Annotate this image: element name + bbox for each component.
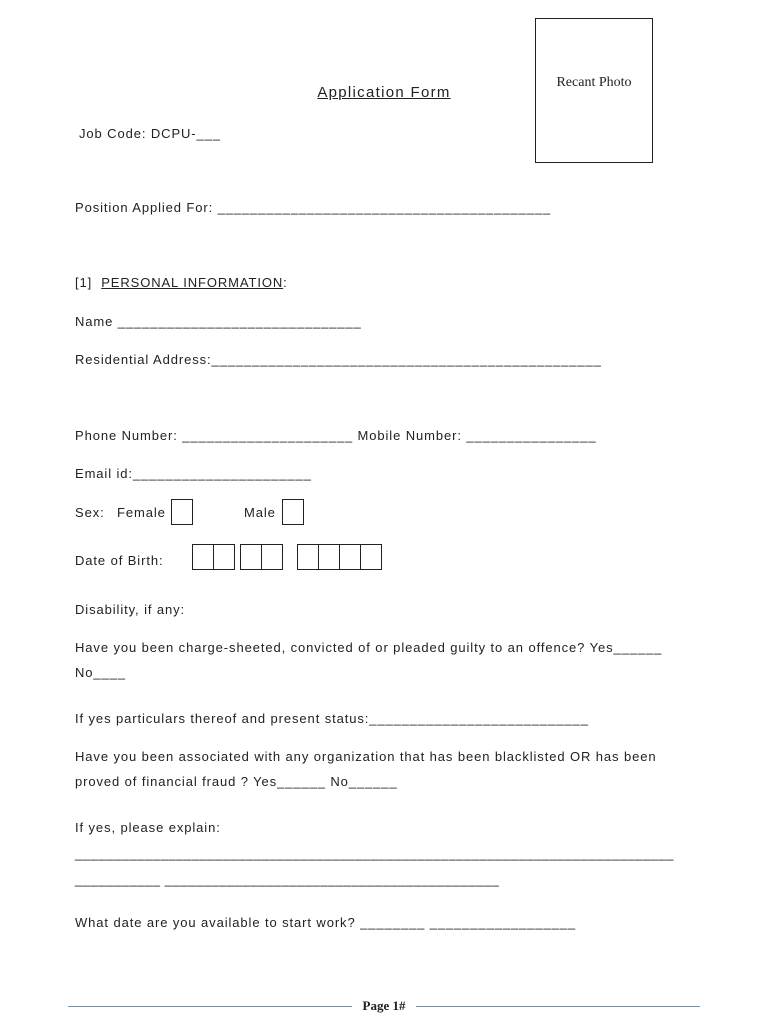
female-checkbox[interactable] <box>171 499 193 525</box>
explain-line-1[interactable]: _____________________________________________________________________________ <box>75 846 675 861</box>
section-personal-information <box>75 275 288 291</box>
job-code: Job Code: DCPU-___ <box>79 126 221 141</box>
charge-question-line-1[interactable]: Have you been charge-sheeted, convicted of or pleaded guilty to an offence? Yes______ <box>75 640 663 655</box>
photo-box <box>535 18 653 163</box>
disability-field[interactable]: Disability, if any: <box>75 602 186 617</box>
position-applied-field[interactable]: Position Applied For: _________________________________________ <box>75 200 551 215</box>
dob-month-boxes[interactable] <box>240 544 283 570</box>
dob-year-boxes[interactable] <box>297 544 382 570</box>
dob-year-digit-4[interactable] <box>360 544 382 570</box>
dob-month-digit-2[interactable] <box>261 544 283 570</box>
email-field[interactable]: Email id:______________________ <box>75 466 312 481</box>
male-checkbox[interactable] <box>282 499 304 525</box>
section-heading: PERSONAL INFORMATION <box>101 275 284 290</box>
dob-year-digit-1[interactable] <box>297 544 319 570</box>
dob-year-digit-3[interactable] <box>339 544 361 570</box>
section-number: [1] <box>75 275 93 290</box>
particulars-field[interactable]: If yes particulars thereof and present status:___________________________ <box>75 711 589 726</box>
dob-day-boxes[interactable] <box>192 544 235 570</box>
dob-day-digit-2[interactable] <box>213 544 235 570</box>
female-label: Female <box>117 505 166 520</box>
photo-label: Recant Photo <box>556 75 632 90</box>
dob-day-digit-1[interactable] <box>192 544 214 570</box>
blacklist-question-line-2[interactable]: proved of financial fraud ? Yes______ No______ <box>75 774 398 789</box>
dob-label: Date of Birth: <box>75 553 164 568</box>
dob-month-digit-1[interactable] <box>240 544 262 570</box>
start-date-field[interactable]: What date are you available to start work? ________ __________________ <box>75 915 576 930</box>
phone-mobile-field[interactable]: Phone Number: _____________________ Mobile Number: ________________ <box>75 428 597 443</box>
dob-year-digit-2[interactable] <box>318 544 340 570</box>
blacklist-question-line-1: Have you been associated with any organization that has been blacklisted OR has been <box>75 749 657 764</box>
sex-label: Sex: <box>75 505 105 520</box>
section-colon: : <box>283 275 288 290</box>
explain-label: If yes, please explain: <box>75 820 221 835</box>
form-title: Application Form <box>317 84 451 101</box>
page-number: Page 1# <box>362 998 406 1013</box>
address-field[interactable]: Residential Address:________________________________________________ <box>75 352 602 367</box>
explain-line-2[interactable]: ___________ ___________________________________________ <box>75 872 500 887</box>
charge-question-line-2[interactable]: No____ <box>75 665 126 680</box>
male-label: Male <box>244 505 276 520</box>
name-field[interactable]: Name ______________________________ <box>75 314 362 329</box>
